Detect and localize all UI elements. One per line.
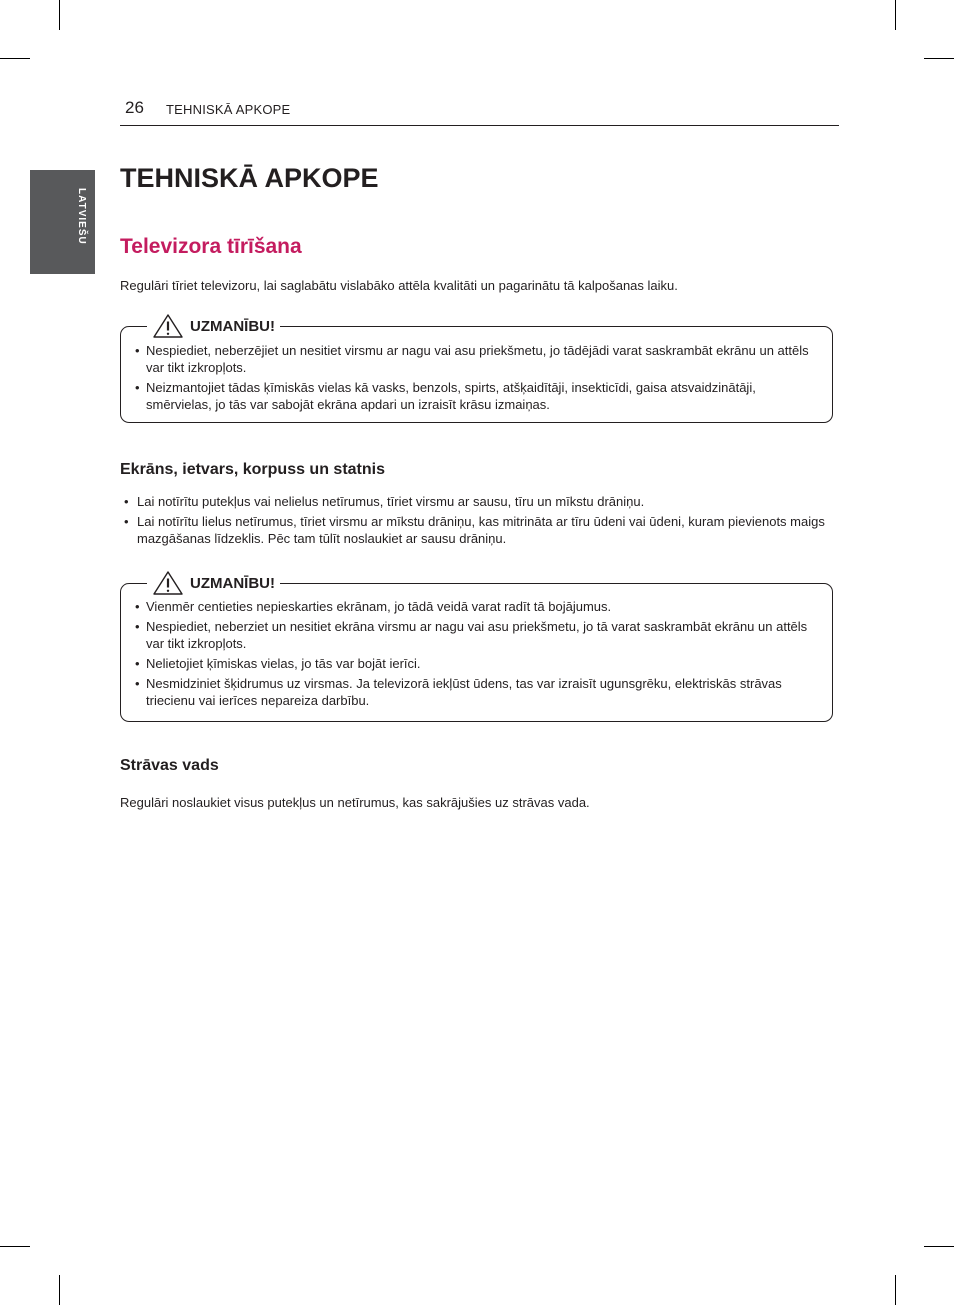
caution-legend xyxy=(147,312,280,340)
caution-title: UZMANĪBU! xyxy=(190,574,275,592)
caution-legend xyxy=(147,569,280,597)
crop-mark xyxy=(924,58,954,59)
page-title: TEHNISKĀ APKOPE xyxy=(120,163,379,193)
list-item: • Nesmidziniet šķidrumus uz virsmas. Ja televizorā iekļūst ūdens, tas var izraisīt ugunsgrēku, elektriskās strāvas triecienu vai ierīces nepareiza darbību. xyxy=(135,675,812,709)
list-item: • Lai notīrītu putekļus vai nelielus netīrumus, tīriet virsmu ar sausu, tīru un mīkstu drāniņu. xyxy=(124,493,839,510)
page-header xyxy=(120,98,839,126)
language-tab-label: LATVIEŠU xyxy=(76,188,87,245)
list-item: • Nespiediet, neberzējiet un nesitiet virsmu ar nagu vai asu priekšmetu, jo tādējādi varat saskrambāt ekrānu un attēls var tikt izkropļots. xyxy=(135,342,812,376)
crop-mark xyxy=(59,0,60,30)
list-item: • Neizmantojiet tādas ķīmiskās vielas kā vasks, benzols, spirts, atšķaidītāji, insekticīdi, gaisa atsvaidzinātāji, smērvielas, jo tās var sabojāt ekrāna apdari un izraisīt krāsu izmaiņas. xyxy=(135,379,812,413)
crop-mark xyxy=(895,0,896,30)
section-title: Televizora tīrīšana xyxy=(120,235,302,258)
caution-title: UZMANĪBU! xyxy=(190,317,275,335)
crop-mark xyxy=(0,1246,30,1247)
warning-triangle-icon xyxy=(152,313,184,339)
crop-mark xyxy=(59,1275,60,1305)
crop-mark xyxy=(0,58,30,59)
running-head: TEHNISKĀ APKOPE xyxy=(166,102,291,117)
subsection-title: Strāvas vads xyxy=(120,757,219,774)
crop-mark xyxy=(924,1246,954,1247)
caution-box xyxy=(120,574,833,722)
caution-box xyxy=(120,317,833,423)
intro-paragraph: Regulāri tīriet televizoru, lai saglabātu vislabāko attēla kvalitāti un pagarinātu tā kalpošanas laiku. xyxy=(120,278,678,293)
list-item: • Nespiediet, neberziet un nesitiet ekrāna virsmu ar nagu vai asu priekšmetu, jo tā varat saskrambāt ekrānu un attēls var tikt izkropļots. xyxy=(135,618,812,652)
caution-list xyxy=(135,342,812,416)
subsection-title: Ekrāns, ietvars, korpuss un statnis xyxy=(120,461,385,478)
list-item: • Lai notīrītu lielus netīrumus, tīriet virsmu ar mīkstu drāniņu, kas mitrināta ar tīru ūdeni vai ūdeni, kuram pievienots maigs mazgāšanas līdzeklis. Pēc tam tūlīt noslaukiet ar sausu drāniņu. xyxy=(124,513,839,547)
power-cord-paragraph: Regulāri noslaukiet visus putekļus un netīrumus, kas sakrājušies uz strāvas vada. xyxy=(120,795,590,810)
warning-triangle-icon xyxy=(152,570,184,596)
list-item: • Vienmēr centieties nepieskarties ekrānam, jo tādā veidā varat radīt tā bojājumus. xyxy=(135,598,812,615)
list-item: • Nelietojiet ķīmiskas vielas, jo tās var bojāt ierīci. xyxy=(135,655,812,672)
caution-list xyxy=(135,598,812,712)
page-number: 26 xyxy=(125,98,144,117)
crop-mark xyxy=(895,1275,896,1305)
cleaning-list xyxy=(124,493,839,550)
